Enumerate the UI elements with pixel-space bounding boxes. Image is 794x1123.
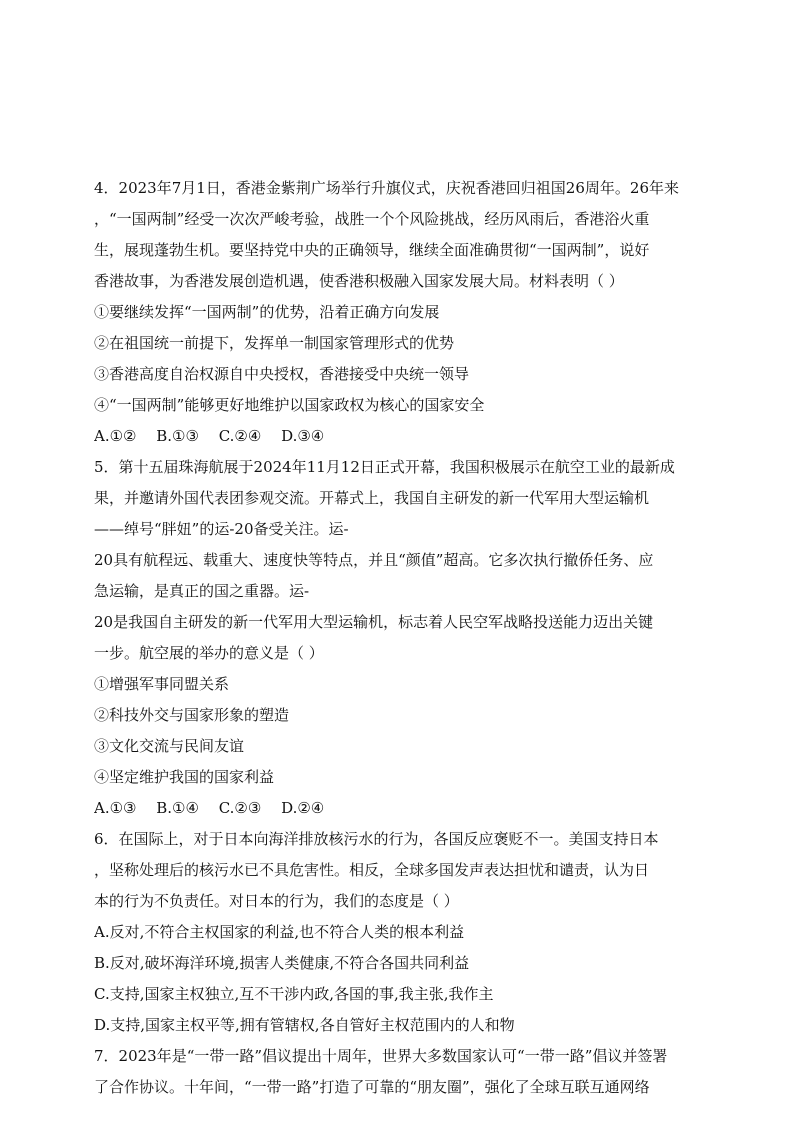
q5-line-4: 20具有航程远、载重大、速度快等特点，并且“颜值”超高。它多次执行撤侨任务、应 — [94, 551, 654, 569]
q5-option-1: ①增强军事同盟关系 — [94, 675, 230, 693]
q4-option-4: ④“一国两制”能够更好地维护以国家政权为核心的国家安全 — [94, 396, 485, 414]
q6-choice-c: C.支持,国家主权独立,互不干涉内政,各国的事,我主张,我作主 — [94, 985, 494, 1003]
q5-line-3: ——绰号“胖妞”的运-20备受关注。运- — [94, 520, 349, 538]
q6-choice-d: D.支持,国家主权平等,拥有管辖权,各自管好主权范围内的人和物 — [94, 1016, 515, 1034]
q4-option-2: ②在祖国统一前提下，发挥单一制国家管理形式的优势 — [94, 334, 455, 352]
q5-line-6: 20是我国自主研发的新一代军用大型运输机，标志着人民空军战略投送能力迈出关键 — [94, 613, 654, 631]
q4-line-4: 香港故事，为香港发展创造机遇，使香港积极融入国家发展大局。材料表明（ ） — [94, 272, 624, 290]
q4-line-1: 4．2023年7月1日，香港金紫荆广场举行升旗仪式，庆祝香港回归祖国26周年。26年来 — [94, 179, 679, 197]
q6-line-2: ，坚称处理后的核污水已不具危害性。相反，全球多国发声表达担忧和谴责，认为日 — [94, 861, 650, 879]
q5-option-2: ②科技外交与国家形象的塑造 — [94, 706, 290, 724]
q4-line-2: ，“一国两制”经受一次次严峻考验，战胜一个个风险挑战，经历风雨后，香港浴火重 — [94, 210, 650, 228]
q4-line-3: 生，展现蓬勃生机。要坚持党中央的正确领导，继续全面准确贯彻“一国两制”，说好 — [94, 241, 650, 259]
q4-option-3: ③香港高度自治权源自中央授权，香港接受中央统一领导 — [94, 365, 470, 383]
q5-line-7: 一步。航空展的举办的意义是（ ） — [94, 644, 324, 662]
document-page — [94, 173, 700, 1103]
q5-choices: A.①③ B.①④ C.②③ D.②④ — [94, 799, 325, 817]
q7-line-2: 了合作协议。十年间，“一带一路”打造了可靠的“朋友圈”，强化了全球互联互通网络 — [94, 1078, 650, 1096]
q4-choices: A.①② B.①③ C.②④ D.③④ — [94, 427, 325, 445]
q6-line-3: 本的行为不负责任。对日本的行为，我们的态度是（ ） — [94, 892, 459, 910]
q5-option-3: ③文化交流与民间友谊 — [94, 737, 245, 755]
q5-line-5: 急运输，是真正的国之重器。运- — [94, 582, 310, 600]
q7-line-1: 7．2023年是“一带一路”倡议提出十周年，世界大多数国家认可“一带一路”倡议并签署 — [94, 1047, 668, 1065]
q6-choice-a: A.反对,不符合主权国家的利益,也不符合人类的根本利益 — [94, 923, 465, 941]
q4-option-1: ①要继续发挥“一国两制”的优势，沿着正确方向发展 — [94, 303, 440, 321]
q5-line-2: 果，并邀请外国代表团参观交流。开幕式上，我国自主研发的新一代军用大型运输机 — [94, 489, 650, 507]
q6-line-1: 6．在国际上，对于日本向海洋排放核污水的行为，各国反应褒贬不一。美国支持日本 — [94, 830, 659, 848]
q5-line-1: 5．第十五届珠海航展于2024年11月12日正式开幕，我国积极展示在航空工业的最新成 — [94, 458, 675, 476]
q6-choice-b: B.反对,破坏海洋环境,损害人类健康,不符合各国共同利益 — [94, 954, 470, 972]
q5-option-4: ④坚定维护我国的国家利益 — [94, 768, 275, 786]
